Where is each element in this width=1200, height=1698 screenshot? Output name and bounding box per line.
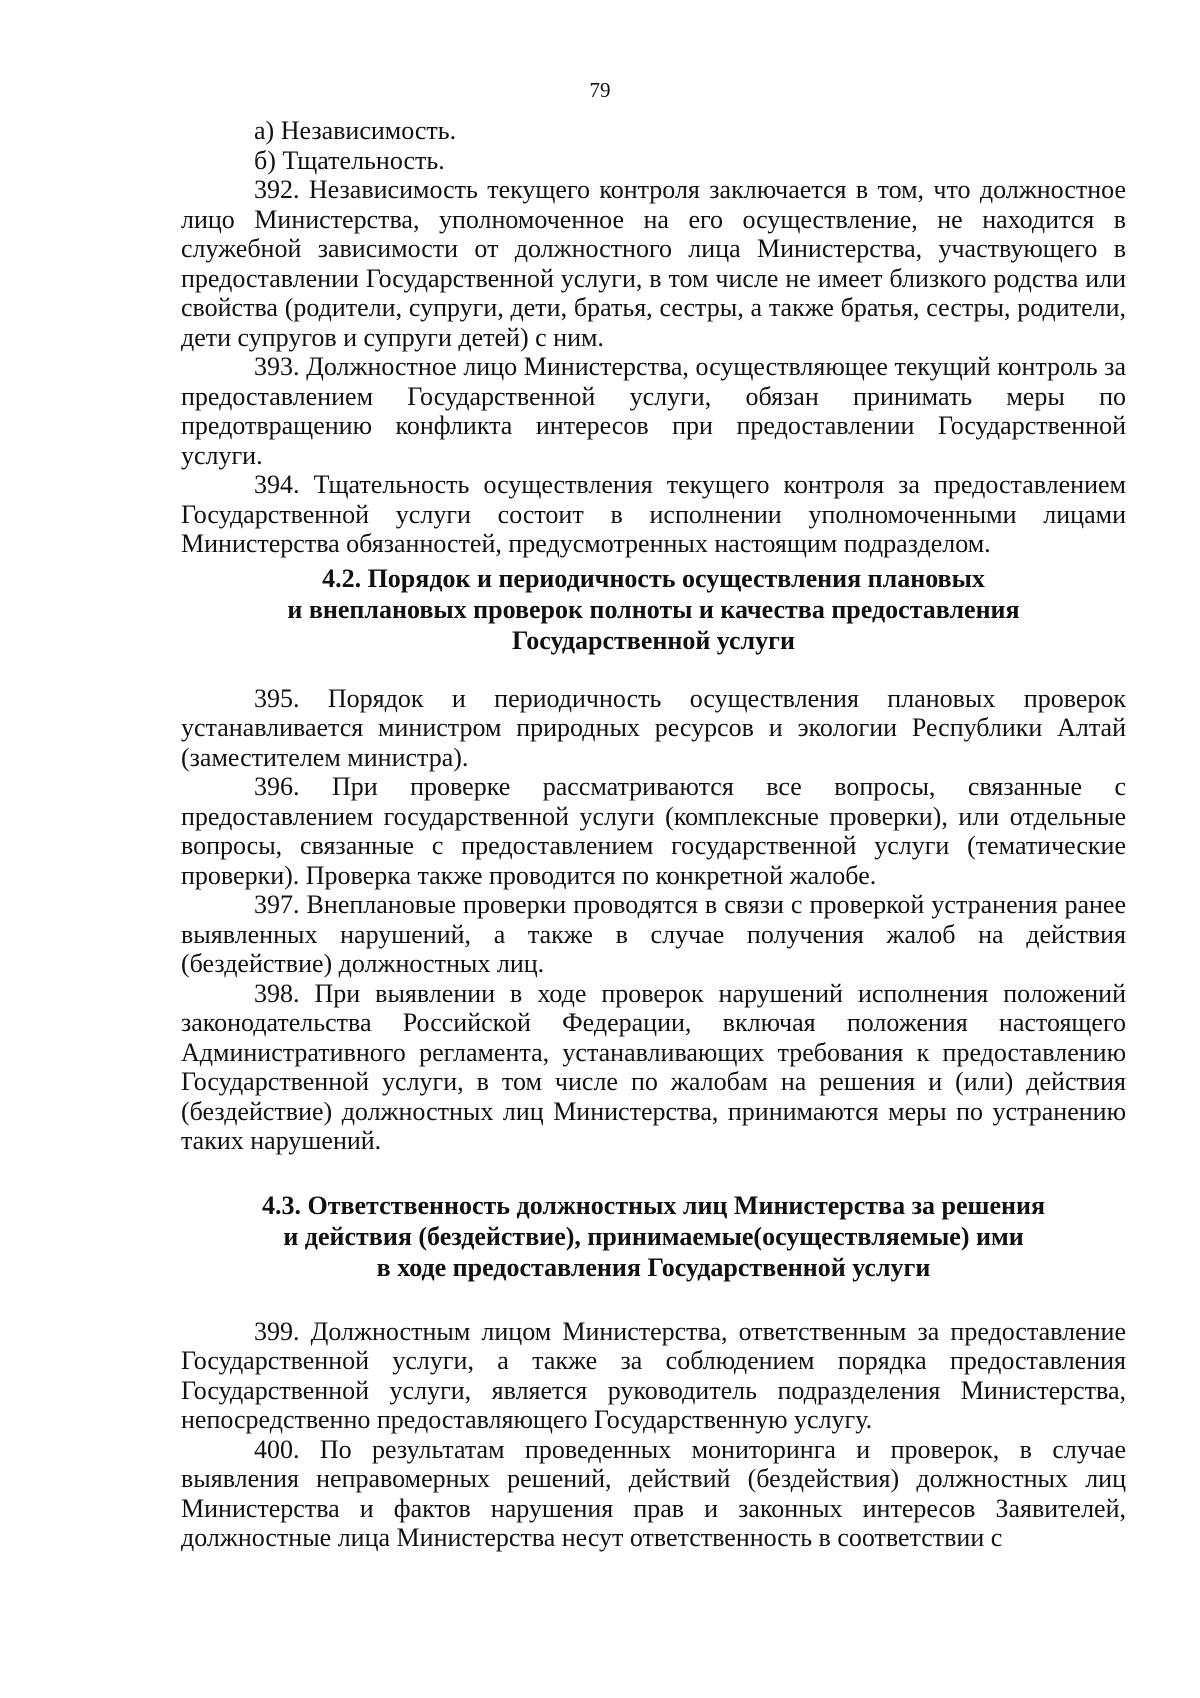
paragraph-394: 394. Тщательность осуществления текущего контроля за предоставлением Государственной услуги состоит в исполнении уполномоченными лицами Министерства обязанностей, предусмотренных настоящим подразделом. [181,470,1126,558]
section-4-3-heading [181,1190,1126,1283]
heading-line: и действия (бездействие), принимаемые(осуществляемые) ими [283,1221,1024,1251]
page-number: 79 [589,78,611,102]
paragraph-397: 397. Внеплановые проверки проводятся в связи с проверкой устранения ранее выявленных нарушений, а также в случае получения жалоб на действия (бездействие) должностных лиц. [181,890,1126,978]
list-item-a: а) Независимость. [254,116,457,145]
paragraph-399: 399. Должностным лицом Министерства, ответственным за предоставление Государственной услуги, а также за соблюдением порядка предоставления Государственной услуги, является руководитель подразделения Министерства, непосредственно предоставляющего Государственную услугу. [181,1316,1126,1434]
heading-line: Государственной услуги [512,625,795,655]
paragraph-393: 393. Должностное лицо Министерства, осуществляющее текущий контроль за предоставлением Государственной услуги, обязан принимать меры по предотвращению конфликта интересов при предоставлении Государственной услуги. [181,352,1126,470]
heading-line: 4.3. Ответственность должностных лиц Министерства за решения [261,1190,1046,1220]
heading-line: 4.2. Порядок и периодичность осуществления плановых [322,563,985,593]
paragraph-400: 400. По результатам проведенных мониторинга и проверок, в случае выявления неправомерных решений, действий (бездействия) должностных лиц Министерства и фактов нарушения прав и законных интересов Заявителей, должностные лица Министерства несут ответственность в соответствии с [181,1434,1126,1552]
paragraph-398: 398. При выявлении в ходе проверок нарушений исполнения положений законодательства Российской Федерации, включая положения настоящего Административного регламента, устанавливающих требования к предоставлению Государственной услуги, в том числе по жалобам на решения и (или) действия (бездействие) должностных лиц Министерства, принимаются меры по устранению таких нарушений. [181,978,1126,1155]
heading-line: и внеплановых проверок полноты и качества предоставления [287,594,1020,624]
paragraph-396: 396. При проверке рассматриваются все вопросы, связанные с предоставлением государственной услуги (комплексные проверки), или отдельные вопросы, связанные с предоставлением государственной услуги (тематические проверки). Проверка также проводится по конкретной жалобе. [181,772,1126,890]
section-4-2-heading [181,563,1126,656]
list-item-b: б) Тщательность. [254,145,445,175]
heading-line: в ходе предоставления Государственной услуги [376,1252,931,1282]
paragraph-392: 392. Независимость текущего контроля заключается в том, что должностное лицо Министерства, уполномоченное на его осуществление, не находится в служебной зависимости от должностного лица Министерства, участвующего в предоставлении Государственной услуги, в том числе не имеет близкого родства или свойства (родители, супруги, дети, братья, сестры, а также братья, сестры, родители, дети супругов и супруги детей) с ним. [181,175,1126,352]
paragraph-395: 395. Порядок и периодичность осуществления плановых проверок устанавливается министром природных ресурсов и экологии Республики Алтай (заместителем министра). [181,683,1126,772]
document-body [181,116,1126,1553]
